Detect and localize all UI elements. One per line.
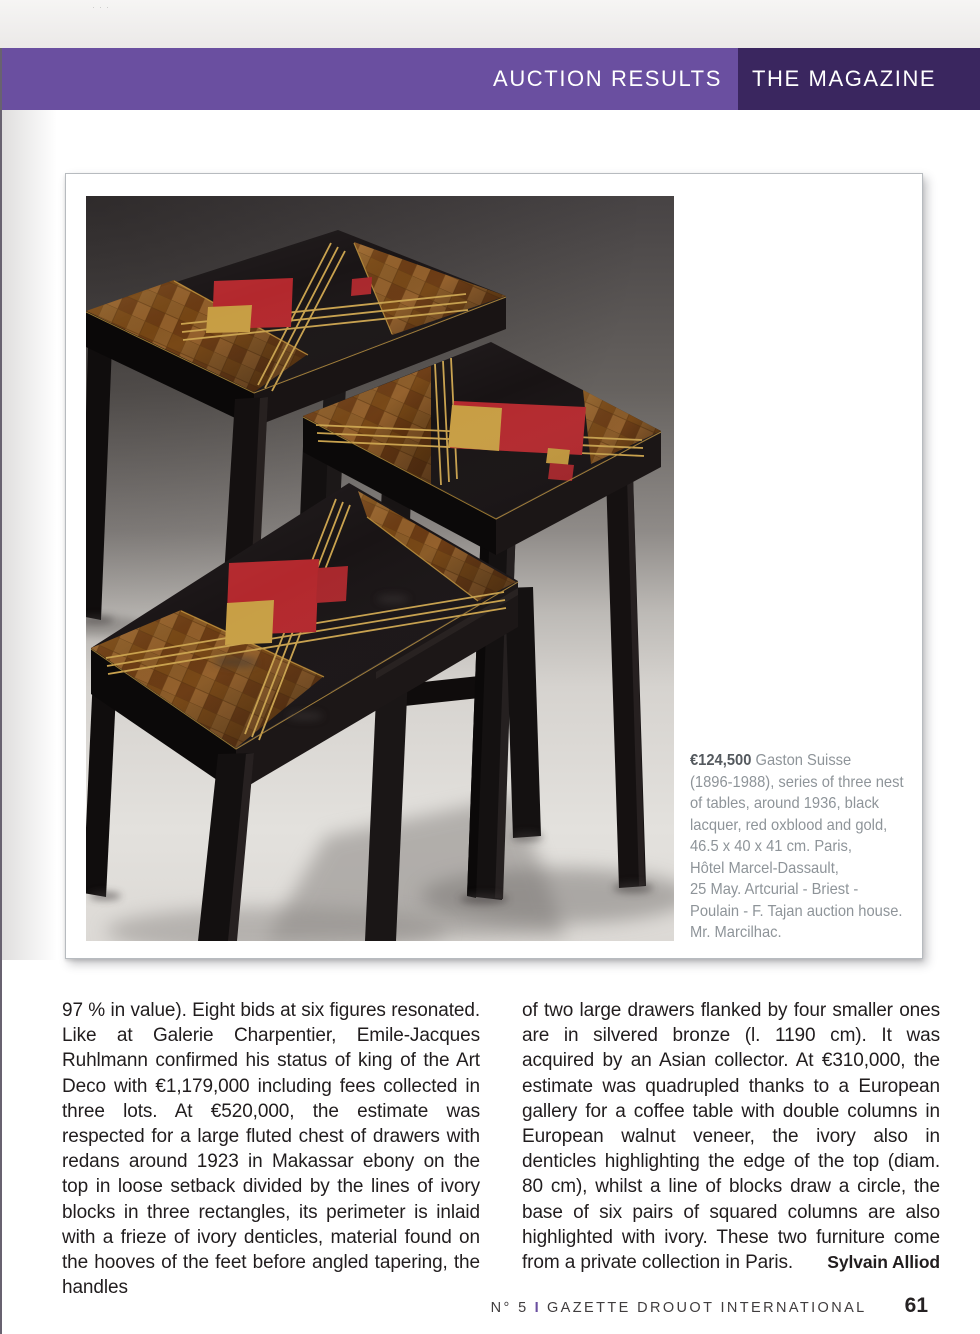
tab-the-magazine-label: THE MAGAZINE <box>752 66 937 91</box>
footer-separator: I <box>534 1300 541 1316</box>
caption-line: lacquer, red oxblood and gold, <box>690 816 888 834</box>
caption-line: 46.5 x 40 x 41 cm. Paris, <box>690 838 852 855</box>
caption-line: Poulain - F. Tajan auction house. <box>690 902 903 920</box>
page-gutter-shading <box>2 110 57 960</box>
tab-auction-results[interactable] <box>2 48 738 110</box>
caption-line: Mr. Marcilhac. <box>690 924 782 941</box>
print-registration-marks: ··· <box>92 2 113 12</box>
figure-caption <box>690 750 904 944</box>
footer-title: GAZETTE DROUOT INTERNATIONAL <box>547 1300 867 1316</box>
article-body <box>62 998 940 1300</box>
tab-the-magazine[interactable] <box>738 48 980 110</box>
tables-photo <box>86 196 674 941</box>
caption-line: of tables, around 1936, black <box>690 795 880 812</box>
article-column-right-text: of two large drawers flanked by four smaller ones are in silvered bronze (l. 1190 cm). It was acquired by an Asian collector. At €310,000, the estimate was quadrupled thanks to a European gallery for a coffee table with double columns in European walnut veneer, the ivory also in denticles highlighting the edge of the top (diam. 80 cm), whilst a line of blocks draw a circle, the base of six pairs of squared columns are also highlighted with ivory. These two furniture come from a private collection in Paris. <box>522 1000 940 1274</box>
caption-price: €124,500 <box>690 752 752 769</box>
figure-frame <box>65 173 923 959</box>
page-number: 61 <box>904 1294 928 1317</box>
footer-issue: N° 5 <box>490 1300 529 1316</box>
caption-line: 25 May. Artcurial - Briest - <box>690 881 859 898</box>
author-byline: Sylvain Alliod <box>827 1252 940 1273</box>
caption-artist: Gaston Suisse <box>755 752 852 769</box>
top-strip <box>0 0 980 48</box>
article-column-right <box>522 998 940 1300</box>
page-footer <box>491 1294 928 1318</box>
caption-line <box>690 750 894 772</box>
article-column-left: 97 % in value). Eight bids at six figures resonated. Like at Galerie Charpentier, Emile-Jacques Ruhlmann confirmed his status of king of the Art Deco with €1,179,000 including fees collected in three lots. At €520,000, the estimate was respected for a large fluted chest of drawers with redans around 1923 in Makassar ebony on the top in loose setback divided by the lines of ivory blocks in three rectangles, its perimeter is inlaid with a frieze of ivory denticles, material found on the hooves of the feet before angled tapering, the handles <box>62 1000 480 1299</box>
caption-line: Hôtel Marcel-Dassault, <box>690 859 839 877</box>
header-bar <box>2 48 980 110</box>
caption-line: (1896-1988), series of three nest <box>690 773 904 791</box>
tab-auction-results-label: AUCTION RESULTS <box>493 66 722 91</box>
footer-line <box>491 1300 867 1316</box>
